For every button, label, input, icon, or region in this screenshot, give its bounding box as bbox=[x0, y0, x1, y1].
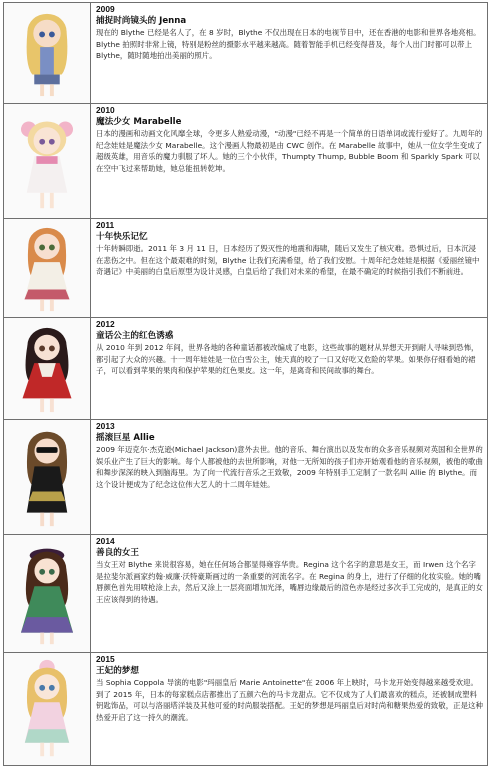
doll-photo-2012 bbox=[4, 318, 91, 419]
entry-body: 从 2010 年到 2012 年间，世界各地的各种童话都被改编成了电影，这些故事的题材从异想天开到耐人寻味到恐怖，都引起了大众的兴趣。十一周年娃娃是一位白雪公主，她天真的咬了一口又好吃又危险的苹果。如果你仔细看她的裙子，可以看到苹果的果肉和保护苹果的红色果皮。这一年，是离奇和民间故事的舞台。 bbox=[96, 343, 479, 376]
entry-year: 2013 bbox=[96, 421, 115, 431]
doll-photo-2009 bbox=[4, 3, 91, 103]
entry-body: 2009 年迈克尔·杰克逊(Michael Jackson)意外去世。他的音乐、舞台演出以及发布的众多音乐视频对英国和全世界的娱乐业产生了巨大的影响。每个人都被他的去世所影响，对他一无所知的孩子们亦开始观看他的音乐视频，被他的歌曲和舞步深深的映入到脑海里。为了向一代流行音乐之王致敬，2009 年特别手工定制了一款名叫 Allie 的 Blythe。而这个设计便成为了纪念这位伟大艺人的十二周年娃娃。 bbox=[96, 445, 483, 489]
entry-body: 当 Sophia Coppola 导演的电影"玛丽皇后 Marie Antoinette"在 2006 年上映时，马卡龙开始变得越来越受欢迎。到了 2015 年，日本的每家糕点店都推出了五颜六色的马卡龙甜点。它不仅成为了人们最喜欢的糕点，还被制成塑料钥匙饰品，可以与洛丽塔洋装及其他可爱的时尚服装搭配。王妃的梦想是玛丽皇后对时尚和糖果热爱的致敬，正是这种热爱开启了这一持久的潮流。 bbox=[96, 678, 483, 722]
entry-title: 善良的女王 bbox=[96, 548, 139, 558]
entry-title: 十年快乐记忆 bbox=[96, 232, 148, 242]
doll-2014-image bbox=[12, 540, 82, 648]
doll-photo-2013 bbox=[4, 420, 91, 534]
table-row-2015 bbox=[3, 652, 488, 766]
doll-photo-2015 bbox=[4, 653, 91, 765]
doll-2010-image bbox=[12, 108, 82, 214]
entry-title: 王妃的梦想 bbox=[96, 666, 139, 676]
entry-year: 2010 bbox=[96, 105, 115, 115]
table-row-2010 bbox=[3, 103, 488, 219]
doll-photo-2011 bbox=[4, 219, 91, 317]
doll-photo-2010 bbox=[4, 104, 91, 218]
doll-photo-2014 bbox=[4, 535, 91, 652]
doll-2015-image bbox=[12, 656, 82, 762]
entry-body: 当女王对 Blythe 来说很容易，她在任何场合都显得雍容华贵。Regina 这个名字的意思是女王，而 Irwen 这个名字是拉斐尔派画家约翰·威廉·沃特豪斯画过的一条重要的河流名字。在 Regina 的身上，进行了仔细的化妆实验。她的嘴唇颜色首先用喷枪涂上去，然后又涂上一层亮面增加光泽，嘴唇边缘最后的渲色亦是经过多次手工完成的，是真正的女王应该得到的待遇。 bbox=[96, 560, 483, 604]
table-row-2014 bbox=[3, 534, 488, 653]
table-row-2013 bbox=[3, 419, 488, 535]
entry-year: 2009 bbox=[96, 4, 115, 14]
entry-year: 2012 bbox=[96, 319, 115, 329]
table-row-2009 bbox=[3, 2, 488, 104]
entry-body: 日本的漫画和动画文化风靡全球，令更多人熟爱动漫，"动漫"已经不再是一个简单的日语单词或流行爱好了。九周年的纪念娃娃是魔法少女 Marabelle。这个漫画人物最初是由 CWC 创作。在 Marabelle 故事中，她从一位女学生变成了超级英雄，用音乐的魔力驯服了坏人。她的三个小伙伴，Thumpty Thump, Bubble Boom 和 Sparkly Spark 可以在空中飞过来帮助她，她总能扭转乾坤。 bbox=[96, 129, 483, 173]
doll-2012-image bbox=[12, 322, 82, 416]
doll-2013-image bbox=[12, 424, 82, 530]
table-row-2011 bbox=[3, 218, 488, 318]
entry-year: 2011 bbox=[96, 220, 115, 230]
entry-year: 2015 bbox=[96, 654, 115, 664]
entry-title: 魔法少女 Marabelle bbox=[96, 117, 182, 127]
doll-2011-image bbox=[12, 221, 82, 315]
entry-year: 2014 bbox=[96, 536, 115, 546]
doll-2009-image bbox=[12, 6, 82, 100]
entry-body: 现在的 Blythe 已经是名人了，在 8 岁时，Blythe 不仅出现在日本的电视节目中，还在香港的电影和世界各地亮相。Blythe 拍照时非常上镜，特别是粉丝的摄影水平越来越高。随着智能手机已经变得普及，每个人出门时都可以带上 Blythe，随时随地拍出美丽的照片。 bbox=[96, 28, 481, 61]
entry-body: 十年转瞬即逝。2011 年 3 月 11 日，日本经历了毁灭性的地震和海啸，随后又发生了核灾难。恐惧过后，日本沉浸在悲伤之中。但在这个最艰难的时刻，Blythe 让我们充满希望，给了我们安慰。十周年纪念娃娃是根据《爱丽丝镜中奇遇记》中美丽的白皇后原型为设计灵感，白皇后给了我们对未来的希望，在最不确定的时候指引我们不断前进。 bbox=[96, 244, 480, 277]
table-row-2012 bbox=[3, 317, 488, 420]
entry-title: 捕捉时尚镜头的 Jenna bbox=[96, 16, 187, 26]
entry-title: 摇滚巨星 Allie bbox=[96, 433, 155, 443]
entry-title: 童话公主的红色诱惑 bbox=[96, 331, 174, 341]
